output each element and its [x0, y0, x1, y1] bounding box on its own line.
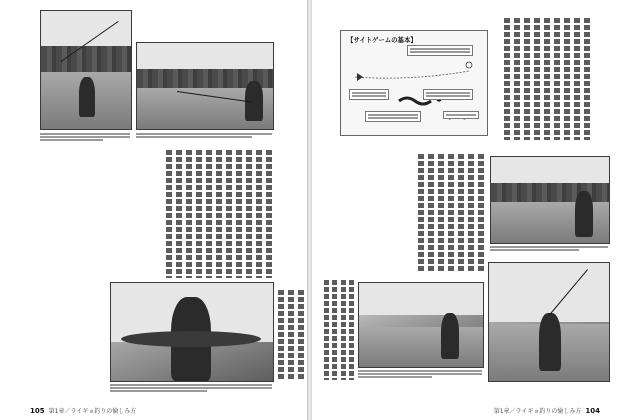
right-middle-text	[398, 154, 484, 272]
text-column	[341, 280, 346, 380]
text-column	[438, 154, 444, 272]
diagram-note-line	[352, 95, 386, 97]
photo-snakehead-fish	[121, 331, 261, 347]
caption-photo-wading	[40, 132, 130, 142]
diagram-title: 【サイトゲームの基本】	[347, 36, 417, 44]
left-footer	[30, 406, 136, 415]
text-column	[564, 18, 570, 140]
photo-angler	[79, 77, 95, 117]
photo-angler	[441, 313, 459, 359]
caption-line	[40, 136, 130, 138]
text-column	[349, 280, 354, 380]
text-column	[324, 280, 329, 380]
right-footer	[494, 406, 600, 415]
text-column	[176, 150, 182, 278]
page-number: 104	[585, 406, 600, 415]
caption-photo-standing	[358, 369, 482, 379]
text-column	[246, 150, 252, 278]
text-column	[216, 150, 222, 278]
diagram-note-line	[368, 117, 418, 119]
text-column	[448, 154, 454, 272]
photo-water	[359, 327, 483, 367]
caption-line	[40, 133, 130, 135]
chapter-label: 第1章／ライギョ釣りの愉しみ方	[48, 408, 137, 415]
text-column	[418, 154, 424, 272]
diagram-note-3	[423, 89, 473, 100]
text-column	[544, 18, 550, 140]
target-ring-icon	[466, 62, 472, 68]
caption-line	[110, 384, 272, 386]
text-column	[266, 150, 272, 278]
caption-line	[358, 370, 482, 372]
text-column	[504, 18, 510, 140]
caption-photo-snakehead	[110, 383, 272, 393]
text-column	[236, 150, 242, 278]
diagram-note-4	[365, 111, 421, 122]
text-column	[298, 290, 304, 380]
left-bottom-text	[278, 290, 304, 380]
diagram-note-1	[407, 45, 473, 56]
left-page	[0, 0, 308, 420]
diagram-note-2	[349, 89, 389, 100]
right-page	[312, 0, 620, 420]
text-column	[166, 150, 172, 278]
caption-photo-riverbank	[490, 245, 608, 252]
left-main-text	[100, 150, 272, 278]
caption-line	[358, 373, 482, 375]
text-column	[206, 150, 212, 278]
chapter-label: 第1章／ライギョ釣りの愉しみ方	[493, 408, 582, 415]
text-column	[226, 150, 232, 278]
diagram-note-line	[352, 92, 386, 94]
text-column	[514, 18, 520, 140]
text-column	[428, 154, 434, 272]
lure-arrow-icon	[357, 73, 363, 81]
text-column	[524, 18, 530, 140]
photo-angler	[539, 313, 561, 371]
caption-photo-casting	[136, 132, 272, 139]
diagram-note-line	[426, 92, 470, 94]
diagram-note-line	[368, 114, 418, 116]
diagram-note-line	[426, 95, 470, 97]
text-column	[584, 18, 590, 140]
caption-line	[136, 136, 252, 138]
text-column	[278, 290, 284, 380]
text-column	[196, 150, 202, 278]
diagram-note-line	[410, 48, 470, 50]
photo-angler	[575, 191, 593, 237]
caption-line	[490, 246, 608, 248]
photo-sky	[359, 283, 483, 315]
caption-line	[490, 249, 579, 251]
right-top-text	[498, 18, 590, 140]
photo-angler-riverbank	[490, 156, 610, 244]
text-column	[554, 18, 560, 140]
caption-line	[110, 390, 207, 392]
text-column	[468, 154, 474, 272]
text-column	[534, 18, 540, 140]
text-column	[186, 150, 192, 278]
photo-angler-wading	[40, 10, 132, 130]
diagram-note-line	[446, 114, 476, 116]
photo-trees	[41, 46, 131, 72]
text-column	[288, 290, 294, 380]
photo-angler-holding-snakehead	[110, 282, 274, 382]
photo-angler-standing	[358, 282, 484, 368]
text-column	[458, 154, 464, 272]
photo-angler-casting	[136, 42, 274, 130]
cast-line-path	[355, 71, 469, 78]
caption-line	[40, 139, 103, 141]
right-bottom-text	[324, 280, 354, 380]
diagram-sight-game-basics	[340, 30, 488, 136]
text-column	[256, 150, 262, 278]
photo-angler-fighting-fish	[488, 262, 610, 382]
page-number: 105	[30, 406, 45, 415]
text-column	[478, 154, 484, 272]
text-column	[574, 18, 580, 140]
diagram-note-5	[443, 111, 479, 119]
caption-line	[136, 133, 272, 135]
caption-line	[110, 387, 272, 389]
text-column	[332, 280, 337, 380]
diagram-note-line	[410, 51, 470, 53]
caption-line	[358, 376, 432, 378]
